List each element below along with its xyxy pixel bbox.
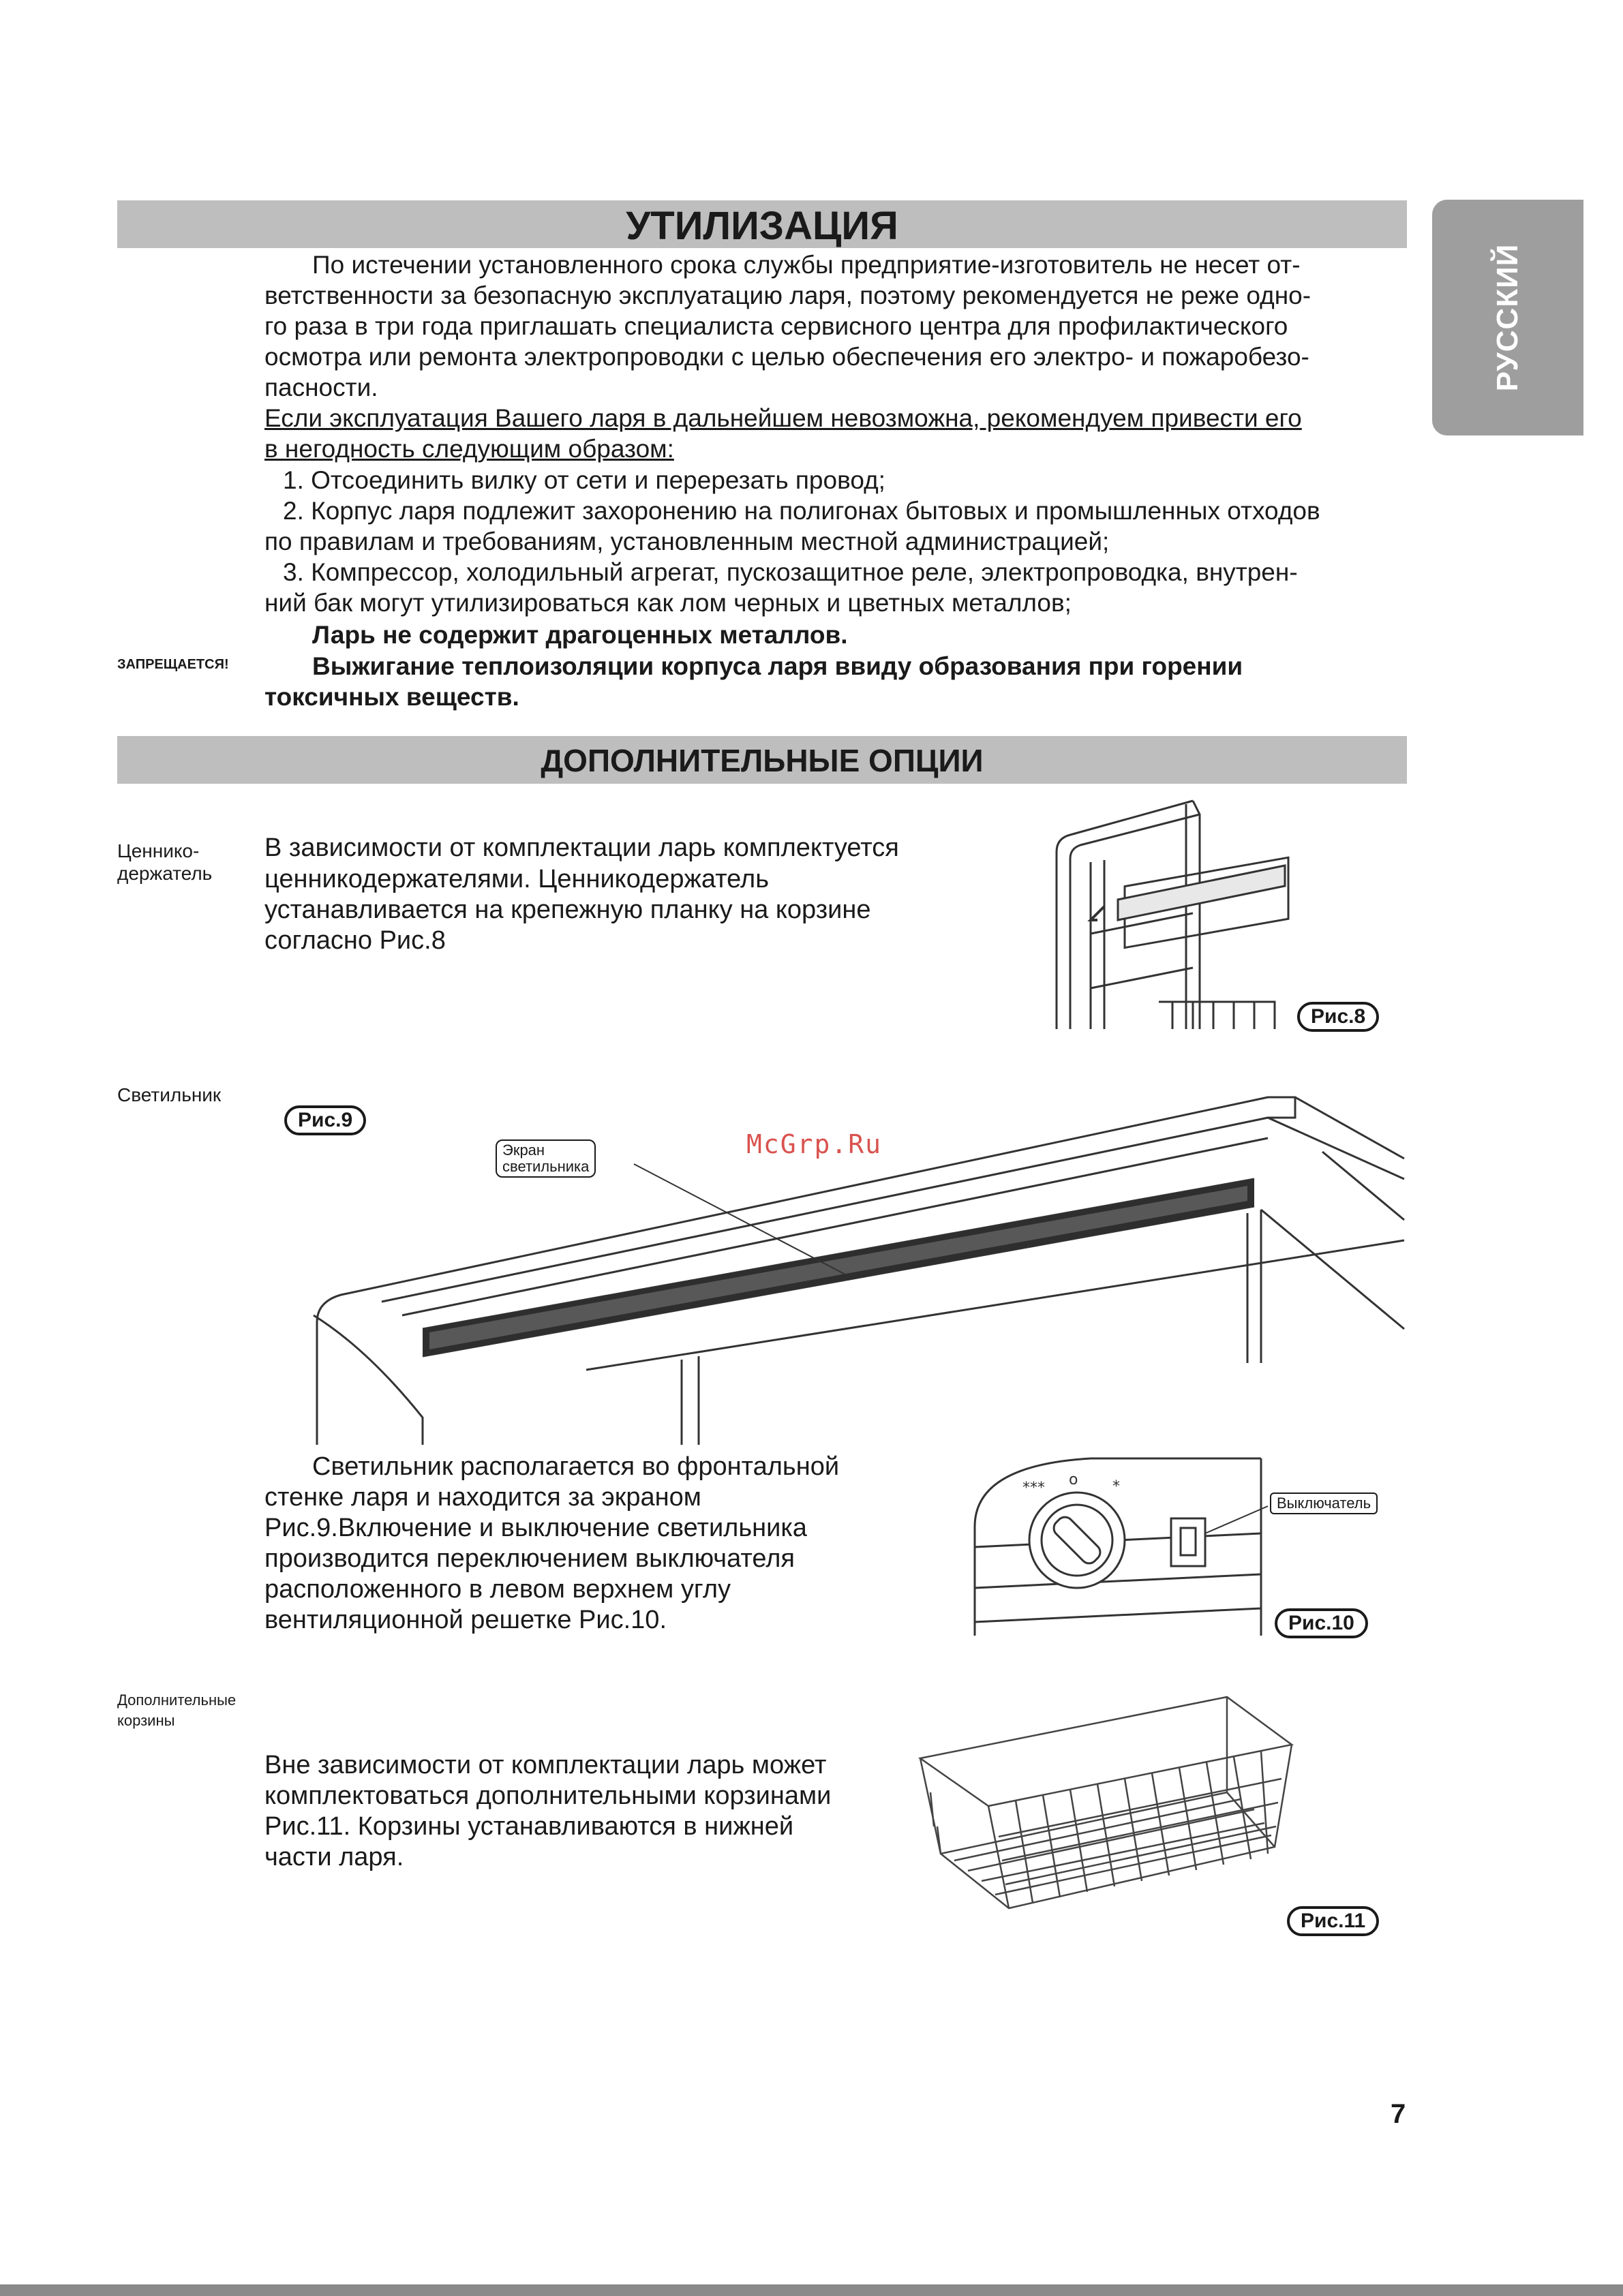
fig10-label: Рис.10 — [1275, 1608, 1368, 1638]
price-holder-line-4: согласно Рис.8 — [264, 926, 446, 955]
dial-mark-off: o — [1069, 1471, 1078, 1488]
lamp-line-5: расположенного в левом верхнем углу — [264, 1575, 731, 1604]
disposal-line-2: ветственности за безопасную эксплуатацию ларя, поэтому рекомендуется не реже одно- — [264, 281, 1311, 309]
basket-figure — [913, 1690, 1295, 1915]
fig9-label: Рис.9 — [284, 1105, 366, 1135]
bottom-edge — [0, 2284, 1623, 2296]
baskets-line-3: Рис.11. Корзины устанавливаются в нижней — [264, 1812, 794, 1841]
fig11-label: Рис.11 — [1287, 1906, 1379, 1936]
disposal-line-3: го раза в три года приглашать специалиста сервисного центра для профилактического — [264, 312, 1288, 340]
lamp-side-label: Светильник — [117, 1084, 222, 1105]
lamp-screen-callout — [496, 1139, 596, 1178]
disposal-underlined-1: Если эксплуатация Вашего ларя в дальнейшем невозможна, рекомендуем привести его — [264, 404, 1302, 432]
disposal-line-5: пасности. — [264, 373, 378, 401]
section-title-options: ДОПОЛНИТЕЛЬНЫЕ ОПЦИИ — [117, 736, 1407, 784]
disposal-underlined-2: в негодность следующим образом: — [264, 435, 674, 463]
baskets-line-4: части ларя. — [264, 1843, 404, 1871]
disposal-line-1: По истечении установленного срока службы предприятие-изготовитель не несет от- — [312, 251, 1301, 279]
no-precious-metals-note: Ларь не содержит драгоценных металлов. — [312, 621, 848, 649]
price-holder-side-2: держатель — [117, 863, 213, 884]
baskets-side-1: Дополнительные — [117, 1692, 237, 1709]
lamp-line-1: Светильник располагается во фронтальной — [312, 1452, 840, 1481]
baskets-line-1: Вне зависимости от комплектации ларь может — [264, 1751, 827, 1779]
switch-callout: Выключатель — [1270, 1493, 1378, 1514]
fig8-label: Рис.8 — [1297, 1002, 1379, 1032]
dial-mark-max: *** — [1022, 1480, 1045, 1497]
disposal-step-2: 2. Корпус ларя подлежит захоронению на полигонах бытовых и промышленных отходов — [283, 497, 1320, 525]
section-title-disposal: УТИЛИЗАЦИЯ — [117, 200, 1407, 248]
dial-mark-min: * — [1112, 1478, 1120, 1495]
lamp-screen-callout-line-1: Экран — [502, 1142, 545, 1159]
lamp-screen-callout-line-2: светильника — [502, 1158, 590, 1175]
price-holder-figure — [1050, 797, 1309, 1043]
switch-figure — [968, 1452, 1268, 1642]
disposal-step-1: 1. Отсоединить вилку от сети и перерезать провод; — [283, 466, 885, 494]
price-holder-side-1: Ценнико- — [117, 840, 200, 861]
disposal-line-4: осмотра или ремонта электропроводки с целью обеспечения его электро- и пожаробезо- — [264, 343, 1309, 371]
prohibited-line-2: токсичных веществ. — [264, 683, 519, 711]
lamp-line-3: Рис.9.Включение и выключение светильника — [264, 1514, 807, 1542]
language-tab-label: РУССКИЙ — [1491, 243, 1524, 392]
watermark: McGrp.Ru — [746, 1129, 883, 1159]
price-holder-line-3: устанавливается на крепежную планку на корзине — [264, 896, 871, 924]
price-holder-line-2: ценникодержателями. Ценникодержатель — [264, 865, 770, 893]
lamp-line-2: стенке ларя и находится за экраном — [264, 1483, 701, 1512]
lamp-line-4: производится переключением выключателя — [264, 1544, 795, 1573]
prohibited-label: ЗАПРЕЩАЕТСЯ! — [117, 657, 229, 672]
disposal-step-2-cont: по правилам и требованиям, установленным местной администрацией; — [264, 527, 1110, 555]
prohibited-line-1: Выжигание теплоизоляции корпуса ларя ввиду образования при горении — [312, 652, 1243, 680]
baskets-line-2: комплектоваться дополнительными корзинами — [264, 1781, 832, 1810]
lamp-line-6: вентиляционной решетке Рис.10. — [264, 1606, 667, 1634]
disposal-step-3: 3. Компрессор, холодильный агрегат, пускозащитное реле, электропроводка, внутрен- — [283, 558, 1298, 586]
price-holder-line-1: В зависимости от комплектации ларь комплектуется — [264, 833, 899, 862]
baskets-side-2: корзины — [117, 1712, 175, 1729]
language-tab — [1432, 200, 1583, 435]
disposal-step-3-cont: ний бак могут утилизироваться как лом черных и цветных металлов; — [264, 589, 1072, 617]
page-number: 7 — [1391, 2099, 1406, 2129]
